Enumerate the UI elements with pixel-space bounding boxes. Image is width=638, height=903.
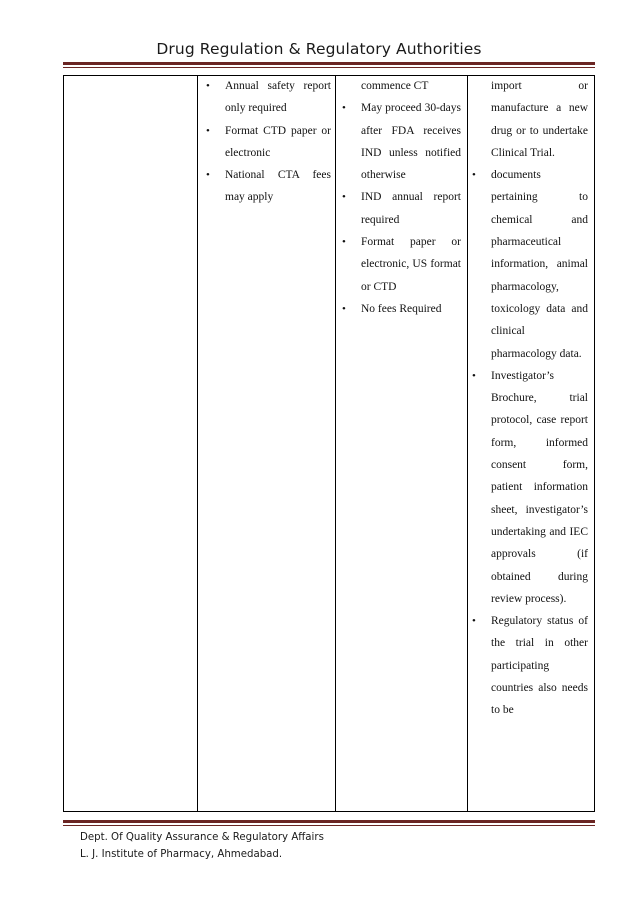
- footer-rule-thin: [63, 825, 595, 826]
- list-item-text: Format CTD paper or electronic: [225, 124, 331, 159]
- page-header-title: Drug Regulation & Regulatory Authorities: [156, 40, 482, 58]
- table-divider-3: [467, 75, 468, 812]
- list-item-continued: [471, 75, 588, 164]
- table-cell-col4: [471, 75, 588, 722]
- page-footer: [80, 829, 324, 863]
- footer-department: Dept. Of Quality Assurance & Regulatory Affairs: [80, 832, 324, 843]
- header-rule-thin: [63, 67, 595, 68]
- list-item: • IND annual report required: [342, 191, 461, 226]
- list-item-text: IND annual report required: [361, 191, 461, 226]
- list-item: • Investigator’s Brochure, trial protocol, case report form, informed consent form, patient information sheet, investigator’s undertaking and IEC approvals (if obtained during review process).: [472, 369, 588, 605]
- list-item: • Format CTD paper or electronic: [206, 124, 331, 159]
- list-item: • National CTA fees may apply: [206, 169, 331, 204]
- list-item-text: import or manufacture a new drug or to undertake Clinical Trial.: [491, 80, 588, 159]
- col4-bullet-list: [471, 75, 588, 722]
- list-item: • Regulatory status of the trial in other participating countries also needs to be: [472, 615, 588, 717]
- footer-institute: L. J. Institute of Pharmacy, Ahmedabad.: [80, 849, 283, 860]
- col3-bullet-list: [341, 75, 461, 320]
- list-item: • Annual safety report only required: [206, 80, 331, 115]
- list-item-text: Format paper or electronic, US format or CTD: [361, 236, 461, 293]
- list-item-text: No fees Required: [361, 302, 442, 315]
- list-item: • documents pertaining to chemical and pharmaceutical information, animal pharmacology, toxicology data and clinical pharmacology data.: [472, 169, 588, 360]
- table-divider-2: [335, 75, 336, 812]
- table-border-right: [594, 75, 595, 812]
- table-border-left: [63, 75, 64, 812]
- list-item-continued: [341, 75, 461, 97]
- list-item-text: Regulatory status of the trial in other participating countries also needs to be: [491, 615, 588, 717]
- list-item-text: Annual safety report only required: [225, 80, 331, 115]
- regulation-table: [63, 75, 595, 812]
- list-item: • Format paper or electronic, US format or CTD: [342, 236, 461, 293]
- table-cell-col3: [341, 75, 461, 320]
- footer-rule-thick: [63, 820, 595, 823]
- header-rule-thick: [63, 62, 595, 65]
- list-item-text: documents pertaining to chemical and pharmaceutical information, animal pharmacology, toxicology data and clinical pharmacology data.: [491, 169, 588, 360]
- col2-bullet-list: [205, 75, 331, 209]
- table-divider-1: [197, 75, 198, 812]
- table-border-bottom: [63, 811, 595, 812]
- list-item-text: May proceed 30-days after FDA receives IND unless notified otherwise: [361, 102, 461, 182]
- list-item-text: Investigator’s Brochure, trial protocol, case report form, informed consent form, patient information sheet, investigator’s undertaking and IEC approvals (if obtained during review process).: [491, 369, 588, 605]
- list-item-text: commence CT: [361, 80, 429, 92]
- list-item: • May proceed 30-days after FDA receives IND unless notified otherwise: [342, 102, 461, 182]
- table-cell-col2: [205, 75, 331, 209]
- list-item-text: National CTA fees may apply: [225, 169, 331, 204]
- list-item: • No fees Required: [342, 302, 442, 315]
